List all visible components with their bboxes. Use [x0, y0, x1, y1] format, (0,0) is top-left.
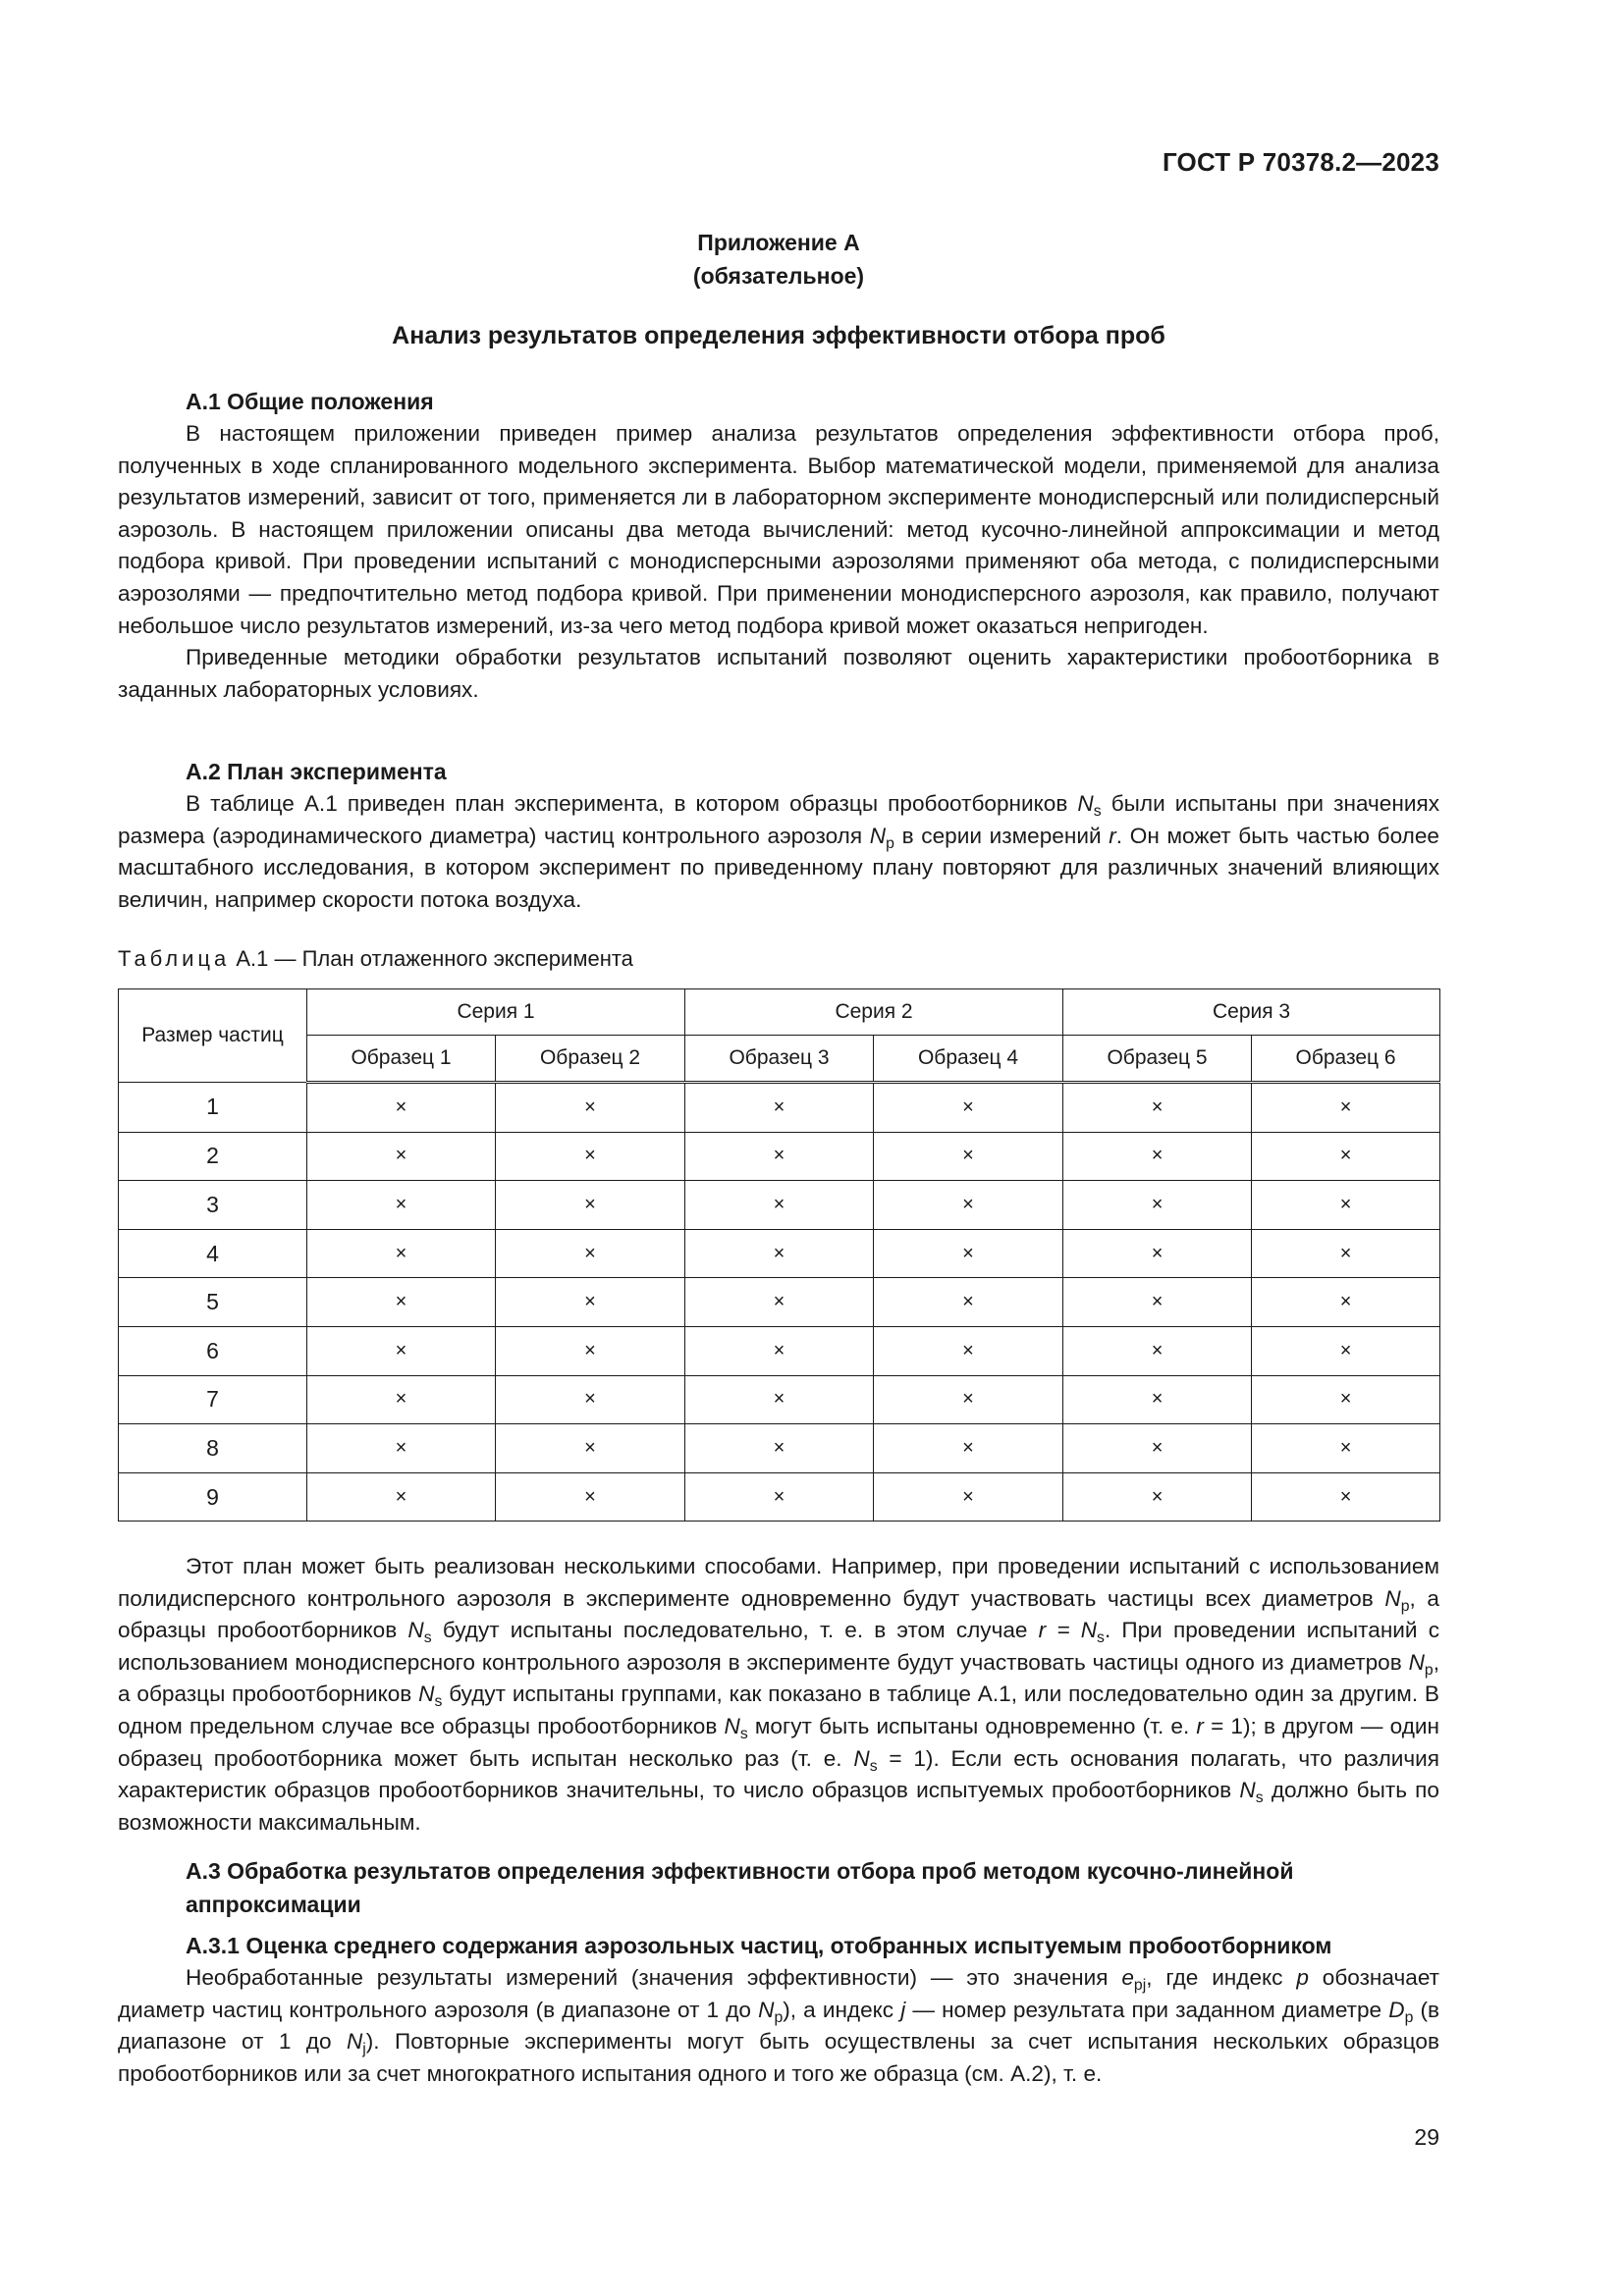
text-run: ), а индекс	[783, 1997, 901, 2022]
symbol-d: D	[1388, 1997, 1405, 2022]
section-a1	[118, 385, 1439, 706]
text-run: = 1). Если есть основания полагать, что различия характеристик образцов пробоотборников значительны, то число образцов испытуемых пробоотборников	[118, 1745, 1439, 1803]
section-a2-paragraph	[118, 788, 1439, 916]
symbol-e: e	[1121, 1965, 1134, 1990]
table-cell-mark: ×	[496, 1472, 685, 1522]
table-cell-mark: ×	[307, 1083, 496, 1133]
symbol-n: N	[853, 1745, 870, 1771]
symbol-j: j	[900, 1997, 906, 2022]
symbol-n: N	[869, 823, 887, 848]
table-cell-mark: ×	[874, 1083, 1063, 1133]
section-a1-heading: А.1 Общие положения	[186, 389, 434, 414]
symbol-r: r	[1196, 1713, 1204, 1738]
section-a31-paragraph	[118, 1962, 1439, 2090]
table-cell-mark: ×	[1252, 1326, 1440, 1375]
symbol-p: p	[1296, 1965, 1309, 1990]
table-cell-mark: ×	[307, 1181, 496, 1230]
table-row	[119, 1181, 1440, 1230]
table-cell-mark: ×	[685, 1132, 874, 1181]
symbol-n: N	[724, 1713, 740, 1738]
text-run: в серии измерений	[893, 823, 1110, 848]
text-run: ). Повторные эксперименты могут быть осуществлены за счет испытания нескольких образцов пробоотборников или за счет многократного испытания одного и того же образца (см. А.2), т. е.	[118, 2029, 1439, 2086]
table-cell-size: 6	[119, 1326, 307, 1375]
table-row	[119, 1424, 1440, 1473]
subscript-s: s	[423, 1629, 432, 1647]
table-header-row-series	[119, 989, 1440, 1036]
symbol-n: N	[346, 2029, 363, 2055]
table-cell-mark: ×	[307, 1472, 496, 1522]
section-a31-heading: А.3.1 Оценка среднего содержания аэрозольных частиц, отобранных испытуемым пробоотборником	[186, 1933, 1332, 1958]
text-run: были испытаны при значениях размера (аэродинамического диаметра) частиц контрольного аэрозоля	[118, 791, 1439, 848]
subscript-pj: pj	[1133, 1977, 1147, 1994]
table-cell-mark: ×	[1252, 1375, 1440, 1424]
subscript-p: p	[1404, 2008, 1414, 2026]
text-run: должно быть по возможности максимальным.	[118, 1778, 1439, 1835]
table-cell-mark: ×	[1252, 1424, 1440, 1473]
table-caption-label: Таблица	[118, 946, 231, 971]
table-cell-mark: ×	[685, 1181, 874, 1230]
appendix-main-title: Анализ результатов определения эффективности отбора проб	[392, 322, 1165, 349]
text-run: будут испытаны группами, как показано в таблице А.1, или последовательно один за другим. В одном предельном случае все образцы пробоотборников	[118, 1682, 1439, 1738]
text-run: (в диапазоне от 1 до	[118, 1997, 1439, 2055]
table-cell-mark: ×	[1252, 1229, 1440, 1278]
table-cell-mark: ×	[685, 1278, 874, 1327]
table-cell-mark: ×	[496, 1424, 685, 1473]
table-cell-mark: ×	[685, 1083, 874, 1133]
table-cell-mark: ×	[874, 1326, 1063, 1375]
text-run: — номер результата при заданном диаметре	[905, 1997, 1389, 2022]
table-caption	[118, 944, 1439, 974]
table-cell-mark: ×	[685, 1326, 874, 1375]
table-cell-mark: ×	[874, 1424, 1063, 1473]
table-cell-mark: ×	[1252, 1278, 1440, 1327]
table-cell-mark: ×	[307, 1424, 496, 1473]
appendix-subtitle: (обязательное)	[692, 263, 865, 289]
table-row	[119, 1132, 1440, 1181]
appendix-title: Приложение А	[697, 230, 860, 255]
table-cell-mark: ×	[1063, 1424, 1252, 1473]
table-cell-mark: ×	[1252, 1181, 1440, 1230]
table-row	[119, 1326, 1440, 1375]
subscript-s: s	[1255, 1789, 1264, 1807]
table-cell-mark: ×	[1063, 1375, 1252, 1424]
subscript-s: s	[1093, 803, 1102, 820]
table-row	[119, 1278, 1440, 1327]
table-header-sample-5: Образец 5	[1063, 1036, 1252, 1083]
table-caption-text: А.1 — План отлаженного эксперимента	[230, 946, 633, 971]
table-cell-mark: ×	[496, 1278, 685, 1327]
symbol-n: N	[407, 1618, 424, 1643]
symbol-n: N	[758, 1997, 775, 2022]
symbol-n: N	[1239, 1778, 1256, 1803]
table-cell-mark: ×	[496, 1083, 685, 1133]
experiment-plan-table	[118, 988, 1440, 1522]
subscript-p: p	[1400, 1597, 1410, 1615]
table-cell-mark: ×	[874, 1375, 1063, 1424]
subscript-p: p	[774, 2008, 784, 2026]
table-row	[119, 1472, 1440, 1522]
table-cell-mark: ×	[496, 1132, 685, 1181]
text-run: . Он может быть частью более масштабного исследования, в котором эксперимент по приведенному плану повторяют для различных значений влияющих величин, например скорости потока воздуха.	[118, 823, 1439, 912]
section-a2	[118, 755, 1439, 916]
heading-line: аппроксимации	[186, 1892, 361, 1917]
text-run: могут быть испытаны одновременно (т. е.	[747, 1713, 1197, 1738]
table-cell-mark: ×	[307, 1326, 496, 1375]
plan-implementation	[118, 1551, 1439, 1839]
table-header-series-3: Серия 3	[1063, 989, 1440, 1036]
table-header-sample-4: Образец 4	[874, 1036, 1063, 1083]
table-header-series-1: Серия 1	[307, 989, 685, 1036]
text-run: Этот план может быть реализован несколькими способами. Например, при проведении испытаний с использованием полидисперсного контрольного аэрозоля в эксперименте одновременно будут участвовать частицы всех диаметров	[118, 1554, 1439, 1611]
plan-implementation-paragraph	[118, 1551, 1439, 1839]
table-cell-mark: ×	[496, 1375, 685, 1424]
equation-r-ns: r = N	[1038, 1618, 1098, 1643]
section-a3-heading	[118, 1854, 1439, 1921]
table-header-sample-2: Образец 2	[496, 1036, 685, 1083]
section-a2-heading: А.2 План эксперимента	[186, 759, 447, 784]
table-cell-size: 2	[119, 1132, 307, 1181]
symbol-n: N	[1384, 1585, 1401, 1611]
table-cell-size: 4	[119, 1229, 307, 1278]
subscript-s: s	[1097, 1629, 1105, 1647]
table-cell-mark: ×	[1063, 1472, 1252, 1522]
table-cell-mark: ×	[307, 1278, 496, 1327]
subscript-s: s	[869, 1757, 878, 1775]
subscript-p: p	[886, 834, 894, 852]
text-run: В таблице А.1 приведен план эксперимента, в котором образцы пробоотборников	[186, 791, 1078, 816]
table-cell-mark: ×	[874, 1181, 1063, 1230]
table-cell-mark: ×	[1252, 1472, 1440, 1522]
subscript-s: s	[434, 1693, 443, 1711]
subscript-j: j	[362, 2041, 366, 2058]
table-cell-mark: ×	[307, 1132, 496, 1181]
text-run: , где индекс	[1146, 1965, 1297, 1990]
table-cell-size: 9	[119, 1472, 307, 1522]
table-header-row-samples	[119, 1036, 1440, 1083]
table-cell-mark: ×	[1063, 1326, 1252, 1375]
text-run: . При проведении испытаний с использованием монодисперсного контрольного аэрозоля в эксперименте будут участвовать частицы одного из диаметров	[118, 1618, 1440, 1675]
symbol-n: N	[1408, 1649, 1425, 1675]
heading-line: А.3 Обработка результатов определения эффективности отбора проб методом кусочно-линейной	[186, 1858, 1294, 1884]
text-run: , а образцы пробоотборников	[118, 1649, 1439, 1707]
table-cell-mark: ×	[307, 1375, 496, 1424]
subscript-p: p	[1424, 1661, 1434, 1679]
table-header-series-2: Серия 2	[685, 989, 1063, 1036]
table-cell-mark: ×	[685, 1472, 874, 1522]
text-run: будут испытаны последовательно, т. е. в этом случае	[431, 1618, 1039, 1643]
symbol-r: r	[1109, 823, 1116, 848]
table-cell-mark: ×	[496, 1229, 685, 1278]
table-cell-size: 3	[119, 1181, 307, 1230]
table-cell-mark: ×	[1063, 1083, 1252, 1133]
table-cell-mark: ×	[874, 1472, 1063, 1522]
table-cell-mark: ×	[1252, 1083, 1440, 1133]
table-header-particle-size: Размер частиц	[119, 989, 307, 1083]
table-cell-mark: ×	[685, 1424, 874, 1473]
subscript-s: s	[739, 1725, 748, 1742]
table-cell-mark: ×	[496, 1326, 685, 1375]
text-run: обозначает диаметр частиц контрольного аэрозоля (в диапазоне от 1 до	[118, 1965, 1439, 2022]
table-row	[119, 1229, 1440, 1278]
table-cell-size: 5	[119, 1278, 307, 1327]
section-a1-paragraph-1: В настоящем приложении приведен пример анализа результатов определения эффективности отбора проб, полученных в ходе спланированного модельного эксперимента. Выбор математической модели, применяемой для анализа результатов измерений, зависит от того, применяется ли в лабораторном эксперименте монодисперсный или полидисперсный аэрозоль. В настоящем приложении описаны два метода вычислений: метод кусочно-линейной аппроксимации и метод подбора кривой. При проведении испытаний с монодисперсными аэрозолями применяют оба метода, с полидисперсными аэрозолями — предпочтительно метод подбора кривой. При применении монодисперсного аэрозоля, как правило, получают небольшое число результатов измерений, из-за чего метод подбора кривой может оказаться непригоден.	[118, 421, 1439, 638]
appendix-heading	[118, 226, 1439, 293]
table-cell-size: 7	[119, 1375, 307, 1424]
page-number: 29	[1414, 2124, 1439, 2150]
table-header-sample-1: Образец 1	[307, 1036, 496, 1083]
table-cell-mark: ×	[1063, 1278, 1252, 1327]
table-cell-mark: ×	[1063, 1229, 1252, 1278]
table-cell-mark: ×	[496, 1181, 685, 1230]
table-cell-mark: ×	[1063, 1181, 1252, 1230]
section-a1-paragraph-2: Приведенные методики обработки результатов испытаний позволяют оценить характеристики пробоотборника в заданных лабораторных условиях.	[118, 645, 1439, 702]
table-header-sample-6: Образец 6	[1252, 1036, 1440, 1083]
document-code: ГОСТ Р 70378.2—2023	[1162, 147, 1439, 177]
table-row	[119, 1083, 1440, 1133]
text-run: = 1); в другом — один образец пробоотборника может быть испытан несколько раз (т. е.	[118, 1713, 1439, 1771]
symbol-n: N	[418, 1682, 435, 1707]
table-cell-mark: ×	[685, 1375, 874, 1424]
table-cell-mark: ×	[874, 1278, 1063, 1327]
table-cell-mark: ×	[874, 1132, 1063, 1181]
table-header-sample-3: Образец 3	[685, 1036, 874, 1083]
table-cell-mark: ×	[874, 1229, 1063, 1278]
table-cell-mark: ×	[1252, 1132, 1440, 1181]
section-a3	[118, 1854, 1439, 2090]
text-run: , а образцы пробоотборников	[118, 1585, 1439, 1643]
table-cell-mark: ×	[307, 1229, 496, 1278]
table-row	[119, 1375, 1440, 1424]
table-cell-mark: ×	[685, 1229, 874, 1278]
table-cell-size: 8	[119, 1424, 307, 1473]
table-cell-mark: ×	[1063, 1132, 1252, 1181]
symbol-n: N	[1077, 791, 1094, 816]
table-cell-size: 1	[119, 1083, 307, 1133]
text-run: Необработанные результаты измерений (значения эффективности) — это значения	[186, 1965, 1122, 1990]
